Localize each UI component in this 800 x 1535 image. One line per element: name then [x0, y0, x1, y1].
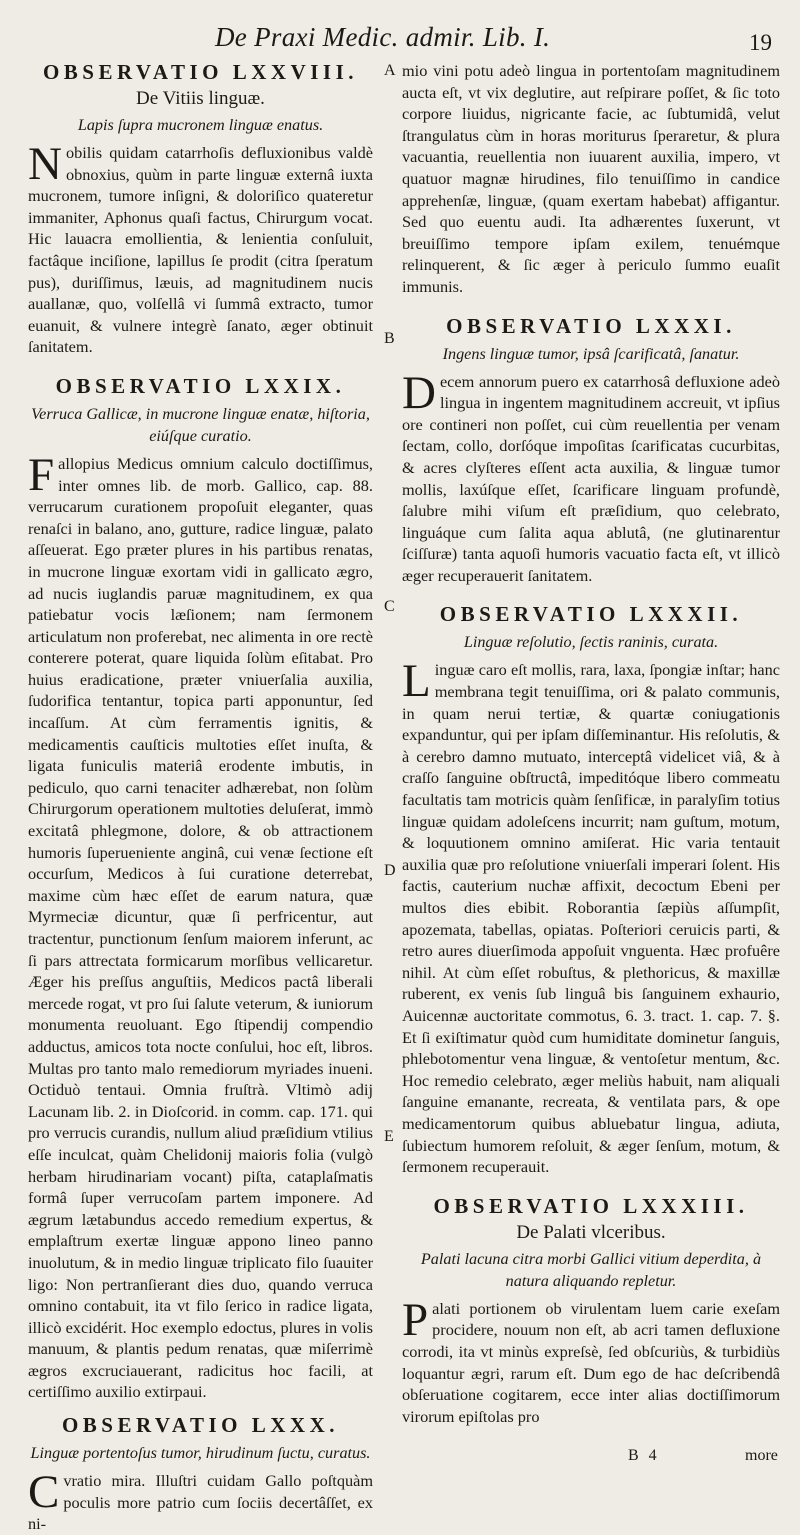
margin-letter-a: A — [384, 62, 396, 79]
body-text: alati portionem ob virulentam luem carie exeſam procidere, nouum non eſt, ab acri tamen defluxione corrodi, ita vt minùs expreſsè, ſed obſcuriùs, & turbidiùs loquantur ægri, rarum eſt. Dum ego de hac deſcribendâ obſeruatione cogitarem, ecce inter alias doctiſſimorum virorum epiſtolas pro — [402, 1298, 780, 1426]
drop-cap: C — [28, 1466, 60, 1519]
observation-body — [28, 138, 373, 358]
observation-title: OBSERVATIO LXXXII. — [439, 602, 743, 627]
body-text: vratio mira. Illuſtri cuidam Gallo poſtquàm poculis more patrio cum ſociis decertâſſet, ex ni- — [28, 1471, 373, 1534]
section-subtitle: De Palati vlceribus. — [516, 1221, 666, 1243]
running-title: De Praxi Medic. admir. Lib. I. — [215, 22, 551, 52]
observation-title: OBSERVATIO LXXX. — [61, 1413, 340, 1438]
observation-caption: Linguæ reſolutio, ſectis raninis, curata. — [463, 633, 719, 652]
body-text: obilis quidam catarrhoſis defluxionibus valdè obnoxius, quùm in parte linguæ externâ iuxta mucronem, tumore inſigni, & doloriſico quateretur immaniter, Aphonus quaſi factus, Chirurgum vocat. Hic lauacra emollientia, & lenientia conſuluit, factâque inciſione, lapillus ſe prodit (citra ſperatum pus), duriſſimus, læuis, ad magnitudinem nucis auallanæ, quo, volſellâ vi ſummâ extracto, tumor euanuit, & vulnere integrè ſanato, æger obtinuit ſanitatem. — [28, 143, 373, 357]
observation-80 — [28, 1413, 373, 1535]
drop-cap: N — [28, 138, 62, 190]
drop-cap: F — [28, 448, 55, 501]
observation-body — [28, 448, 373, 1403]
observation-caption: Lapis ſupra mucronem linguæ enatus. — [77, 116, 324, 134]
observation-title: OBSERVATIO LXXVIII. — [42, 60, 359, 84]
page-footer — [0, 1439, 800, 1465]
observation-title: OBSERVATIO LXXIX. — [55, 373, 346, 398]
observation-caption: Palati lacuna citra morbi Gallici vitium deperdita, à natura aliquando repletur. — [420, 1249, 762, 1290]
left-column — [28, 60, 373, 1535]
drop-cap: P — [402, 1293, 429, 1346]
observation-79 — [28, 374, 373, 1403]
page-number: 19 — [749, 30, 772, 55]
observation-78 — [28, 60, 373, 358]
body-text: ecem annorum puero ex catarrhosâ defluxione adeò lingua in ingentem magnitudinem accreuit, vt ipſius ore contineri non poſſet, cui cùm reuellentia per venam ſectam, collo, dorſóque impoſitas ſcarificatas cucurbitas, & acres clyſteres eſſent acta auxilia, & linguæ tumor mollis, laxúſque eſſet, ſcarificare linguam profundè, ſalubre mihi viſum eſt præſidium, quo celebrato, linguáque cum ſalita aqua ablutâ, (ne glutinarentur ſciſſuræ) tanta aquoſi humoris vacuatio facta eſt, vt illicò æger recuperauerit ſanitatem. — [402, 371, 780, 585]
observation-83 — [402, 1194, 780, 1428]
margin-letter-d: D — [384, 862, 396, 879]
margin-letter-e: E — [384, 1128, 394, 1145]
observation-caption: Linguæ portentoſus tumor, hirudinum ſuctu, curatus. — [30, 1444, 371, 1463]
observation-body — [402, 366, 780, 587]
observation-81 — [402, 314, 780, 587]
observation-caption: Verruca Gallicæ, in mucrone linguæ enatæ, hiſtoria, eiúſque curatio. — [31, 404, 370, 445]
catchword: more — [745, 1447, 778, 1464]
drop-cap: L — [402, 655, 431, 708]
observation-body — [402, 655, 780, 1177]
observation-body — [28, 1466, 373, 1535]
margin-letter-b: B — [384, 330, 395, 347]
section-subtitle: De Vitiis linguæ. — [136, 88, 265, 109]
body-text: inguæ caro eſt mollis, rara, laxa, ſpongiæ inſtar; hanc membrana tegit tenuiſſima, ori & palato communis, in quam nerui tertiæ, & quartæ coniugationis expanduntur, qui per ipſam diſſeminantur. His reſolutis, & à cerebro damno mutuato, interceptâ videlicet viâ, & à craſſo ſanguine obſtructâ, impeditóque libero commeatu facultatis tam motricis quàm ſenſificæ, in paralyſim totius linguæ quidam adoleſcens incurrit; nam guſtum, motum, & loquutionem omnino amiſerat. Hic varia tentauit auxilia quæ pro reſolutione vniuerſali imperari ſolent. His factis, cauterium nuchæ affixit, decoctum Ebeni per multos dies ebibit. Roborantia ſæpiùs aſſumpſit, apozemata, tabellas, opiatas. Poſteriori ceruicis parti, & retro aures diuerſimoda appoſuit vnguenta. Hæc profuêre nihil. At cùm eſſet robuſtus, & plethoricus, & maxillæ ruberent, ex venis ſub linguâ bis ſanguinem exhaurio, Auicennæ auctoritate commotus, 6. 3. tract. 1. cap. 7. §. Et ſi exiſtimatur quòd cum humiditate dominetur ſanguis, phlebotomentur vena linguæ, & ventoſetur mentum, &c. Hoc remedio celebrato, æger meliùs habuit, nam aliquali ſanguine emanante, recreata, & ventilata pars, & ope medicamentorum quibus abluebatur lingua, adiuta, ſubiectum humorem reſoluit, & æger ſenſum, motum, & ſermonem recuperauit. — [402, 660, 780, 1177]
observation-title: OBSERVATIO LXXXIII. — [433, 1193, 749, 1218]
signature-mark: B 4 — [628, 1447, 660, 1464]
drop-cap: D — [402, 366, 436, 419]
right-column — [402, 60, 780, 1427]
continued-text: mio vini potu adeò lingua in portentoſam magnitudinem aucta eſt, vt vix deglutire, aut reſpirare poſſet, & ſic toto corpore liuidus, nigricante facie, ac ſubtumidâ, velut ſtrangulatus cùm in horas moriturus ſperaretur, & plura vacuantia, reuellentia non iuuarent auxilia, impero, vt quatuor magnæ hirudines, filo tenuiſſimo in candice apprehenſæ, linguæ, (quam exertam habebat) affigantur. Sed quo euentu audi. Ita adhærentes ſuxerunt, vt breuiſſimo tempore ipſam exilem, tenuémque relinquerent, & ſic æger à periculo ſummo euaſit immunis. — [402, 61, 780, 296]
observation-caption: Ingens linguæ tumor, ipsâ ſcarificatâ, ſanatur. — [442, 344, 740, 363]
observation-82 — [402, 602, 780, 1177]
observation-body — [402, 1293, 780, 1428]
observation-title: OBSERVATIO LXXXI. — [446, 313, 736, 338]
body-text: allopius Medicus omnium calculo doctiſſimus, inter omnes lib. de morb. Gallico, cap. 88. verrucarum curationem propoſuit eleganter, quas renaſci in balano, ano, gutture, radice linguæ, palato aſſeuerat. Ego præter plures in his partibus renatas, in mucrone linguæ exortam vidi in gallicato ægro, ad nucis iuglandis paruæ magnitudinem, ex qua patiebatur vocis læſionem; nam ſermonem articulatum non proferebat, nec alimenta in ore rectè conterere poterat, quare liquida ſolùm eſitabat. Pro huius eradicatione, præter vniuerſalia auxilia, ſudorifica tentantur, topica parti apponuntur, ſed incaſſum. At cùm ferramentis ignitis, & medicamentis cauſticis multoties eſſet inuſta, & ligata funiculis materiâ erodente imbutis, in pediculo, quo carni tenaciter adhærebat, non ſolùm Chirurgorum operationem multoties deluſerat, immò excitatâ phlegmone, dolore, & ob attractionem humoris ſuperueniente anginâ, cui venæ ſectione eſt occurſum, Medicos à ſui curatione deterrebat, maxime cùm hæc eſſet de earum natura, quæ Myrmeciæ dicuntur, quæ ſi perfricentur, aut tractentur, punctionum ſenſum maiorem inferunt, ac ſi pars attrectata formicarum morſibus vellicaretur. Æger his preſſus anguſtiis, Medicos pactâ liberali mercede rogat, vt pro ſui ſalute veterum, & iuniorum monumenta reuoluant. Ego ſtipendij compendio adductus, amicos tota nocte conſului, hoc eſt, libros. Multas pro tanto malo remediorum myriades inueni. Octiduò tentaui. Omnia fruſtrà. Vltimò adij Lacunam lib. 2. in Dioſcorid. in comm. cap. 171. qui pro verrucis curandis, nullum aliud præſidium vtilius eſſe inculcat, quàm Chelidonij maioris folia (vulgò herbam hirudinariam vocant) piſta, cataplaſmatis formâ ſuper verrucoſam partem imponere. Ad ægrum lætabundus accedo remedium expertus, & emplaſtrum exertæ linguæ appono lineo panno inuolutum, & in medio linguæ triplicato filo ſuauiter ligo: Non pertranſierant dies duo, quando verruca omnino contabuit, ita vt filo ſerico in radice ligata, illicò excidérit. Hoc exemplo edoctus, plures in volis manuum, & plantis pedum renatas, quæ miſerrimè ægros excruciauerant, radicitus hoc facili, at certiſſimo auxilio extirpaui. — [28, 453, 373, 1402]
margin-letter-c: C — [384, 598, 395, 615]
